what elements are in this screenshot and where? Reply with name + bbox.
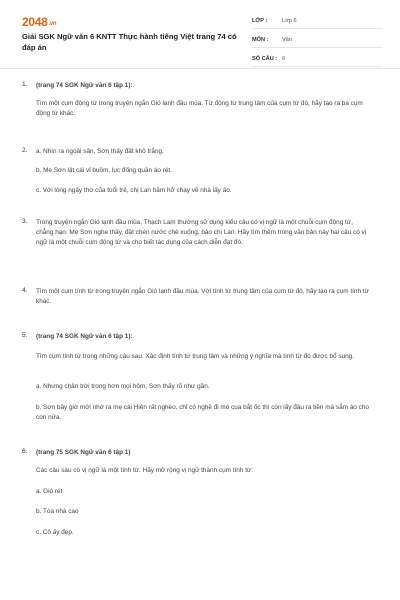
meta-key: LỚP :: [252, 18, 268, 24]
question-number: 6.: [22, 448, 28, 455]
meta-table: [252, 14, 382, 71]
logo-text: 2048: [22, 15, 48, 29]
logo-suffix: .vn: [48, 21, 57, 27]
question-paragraph: c. Với lòng ngây thơ của tuổi trẻ, chị Lan hăm hở chạy về nhà lấy áo.: [36, 187, 232, 194]
question-paragraph: Tìm cụm tính từ trong những câu sau. Xác định tính từ trung tâm và những ý nghĩa mà tính từ đó được bổ sung.: [36, 353, 354, 360]
question-paragraph: Tìm một cụm tính từ trong truyện ngắn Gió lạnh đầu mùa. Với tính từ trung tâm của cụm từ đó, hãy tạo ra cụm tính từ khác.: [36, 288, 369, 305]
question-paragraph: a. Gió rét: [36, 488, 63, 495]
question-paragraph: a. Nhìn ra ngoài sân, Sơn thấy đất khô trắng.: [36, 148, 164, 155]
meta-row-count: [252, 52, 382, 67]
page-title: Giải SGK Ngữ văn 6 KNTT Thực hành tiếng Việt trang 74 có đáp án: [22, 32, 237, 52]
header: [0, 0, 400, 69]
question-number: 2.: [22, 147, 28, 154]
question-paragraph: Trong truyện ngắn Gió lạnh đầu mùa, Thạch Lam thường sử dụng kiểu câu có vị ngữ là một chuỗi cụm động từ, chẳng hạn: Mẹ Sơn nghe thấy, đặt chén nước chè xuống, bảo chị Lan. Hãy tìm thêm trong văn bản này hai câu có vị ngữ là một chuỗi cụm động từ và cho biết tác dụng của cách diễn đạt đó.: [36, 219, 367, 246]
question-paragraph: Tìm một cụm động từ trong truyện ngắn Gió lạnh đầu mùa. Từ động từ trung tâm của cụm từ đó, hãy tạo ra ba cụm động từ khác.: [36, 100, 363, 117]
meta-key: SỐ CÂU :: [252, 56, 278, 62]
question-number: 4.: [22, 287, 28, 294]
question-paragraph: b. Mẹ Sơn lật cái vỉ buồm, lục đống quần áo rét.: [36, 167, 172, 174]
question-paragraph: c. Cô ấy đẹp.: [36, 529, 74, 536]
question-heading: (trang 75 SGK Ngữ văn 6 tập 1): [36, 449, 131, 456]
meta-key: MÔN :: [252, 37, 269, 43]
meta-value: Văn: [282, 37, 292, 43]
question-number: 1.: [22, 81, 28, 88]
meta-row-class: [252, 14, 382, 29]
question-number: 3.: [22, 218, 28, 225]
meta-row-subject: [252, 33, 382, 48]
question-heading: (trang 74 SGK Ngữ văn 6 tập 1):: [36, 333, 133, 340]
question-paragraph: b. Sơn bây giờ mới nhớ ra mẹ cái Hiên rất nghèo, chỉ có nghề đi mò cua bắt ốc thì còn lấy đâu ra tiền mà sắm áo cho con nữa.: [36, 404, 369, 421]
question-heading: (trang 74 SGK Ngữ văn 6 tập 1):: [36, 82, 133, 89]
question-paragraph: Các câu sau có vị ngữ là một tính từ. Hãy mở rộng vị ngữ thành cụm tính từ:: [36, 467, 254, 474]
meta-value: Lớp 6: [282, 18, 297, 24]
question-paragraph: b. Tòa nhà cao: [36, 508, 79, 515]
question-paragraph: a. Nhưng chân trời trong hơn mọi hôm, Sơn thấy rõ như gần.: [36, 383, 210, 390]
site-logo[interactable]: [22, 15, 56, 29]
question-number: 5.: [22, 332, 28, 339]
meta-value: 6: [282, 56, 286, 62]
